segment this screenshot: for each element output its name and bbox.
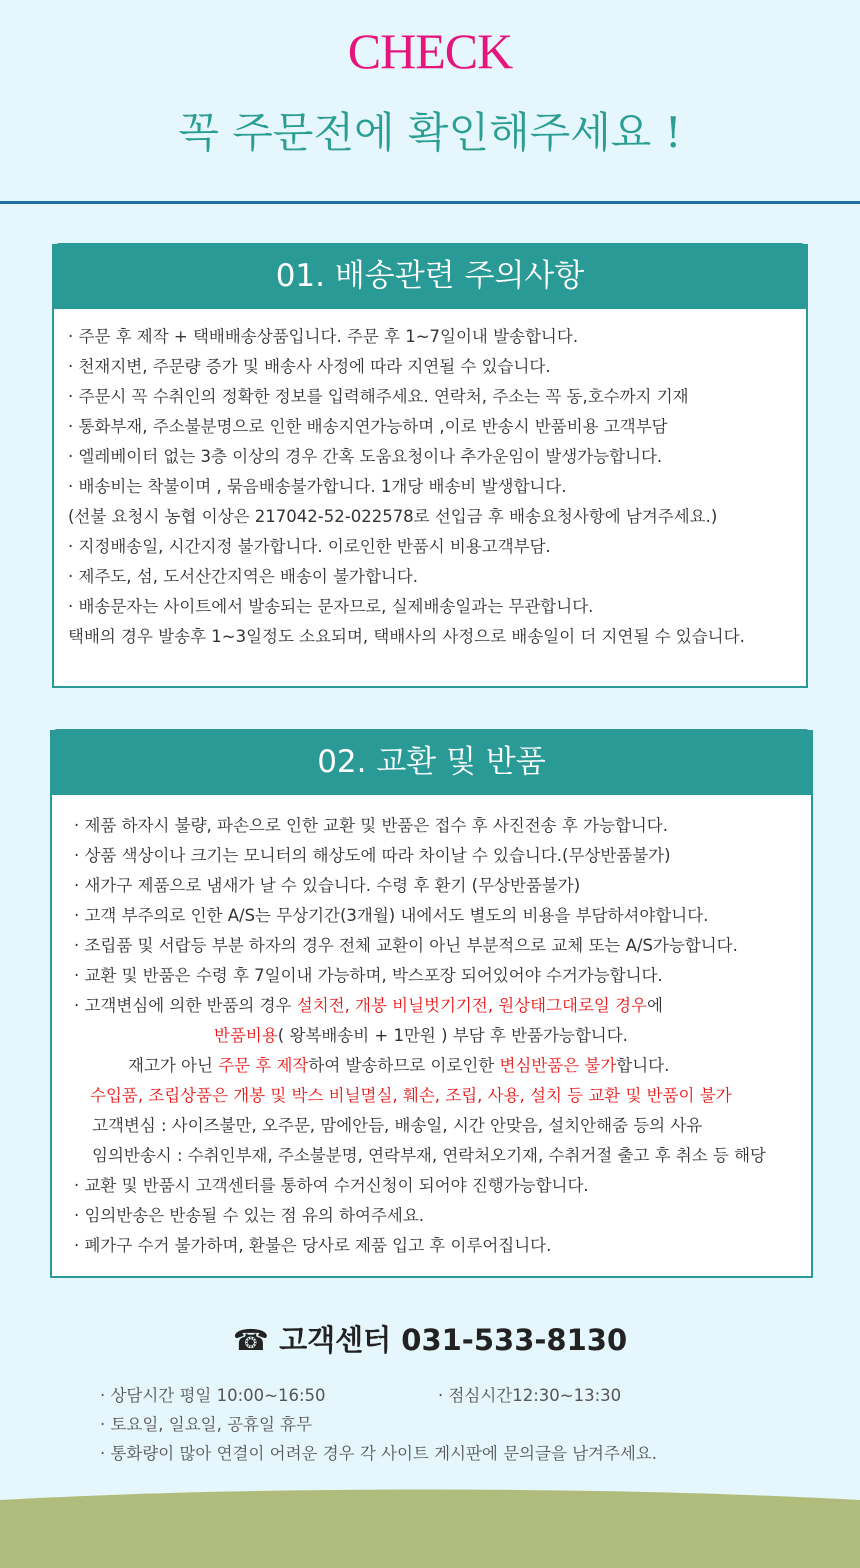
phone-icon: ☎ bbox=[232, 1323, 269, 1357]
list-item: · 교환 및 반품은 수령 후 7일이내 가능하며, 박스포장 되어있어야 수거가능합니다. bbox=[74, 966, 663, 985]
list-item: · 주문시 꼭 수취인의 정확한 정보를 입력해주세요. 연락처, 주소는 꼭 동,호수까지 기재 bbox=[68, 387, 689, 406]
list-item: · 천재지변, 주문량 증가 및 배송사 사정에 따라 지연될 수 있습니다. bbox=[68, 357, 551, 376]
list-item: · 새가구 제품으로 냄새가 날 수 있습니다. 수령 후 환기 (무상반품불가) bbox=[74, 876, 581, 895]
customer-center-title bbox=[0, 1318, 860, 1359]
list-item: · 상품 색상이나 크기는 모니터의 해상도에 따라 차이날 수 있습니다.(무상반품불가) bbox=[74, 846, 671, 865]
highlight-text: 반품비용 bbox=[214, 1026, 278, 1045]
list-item: · 폐가구 수거 불가하며, 환불은 당사로 제품 입고 후 이루어집니다. bbox=[74, 1236, 552, 1255]
check-title: CHECK bbox=[347, 23, 513, 79]
board-notice: · 통화량이 많아 연결이 어려운 경우 각 사이트 게시판에 문의글을 남겨주세요. bbox=[100, 1444, 658, 1463]
list-item: · 배송문자는 사이트에서 발송되는 문자므로, 실제배송일과는 무관합니다. bbox=[68, 597, 594, 616]
list-item: (선불 요청시 농협 이상은 217042-52-022578로 선입금 후 배송요청사항에 남겨주세요.) bbox=[68, 507, 718, 526]
contact-hours-row bbox=[100, 1381, 657, 1410]
header-divider bbox=[0, 201, 860, 204]
header bbox=[0, 0, 860, 202]
list-item: · 고객 부주의로 인한 A/S는 무상기간(3개월) 내에서도 별도의 비용을 부담하셔야합니다. bbox=[74, 906, 709, 925]
list-item: · 조립품 및 서랍등 부분 하자의 경우 전체 교환이 아닌 부분적으로 교체 또는 A/S가능합니다. bbox=[74, 936, 738, 955]
ground-shape bbox=[0, 1490, 860, 1568]
list-item: · 주문 후 제작 + 택배배송상품입니다. 주문 후 1~7일이내 발송합니다. bbox=[68, 327, 579, 346]
highlight-text: 설치전, 개봉 비닐벗기기전, 원상태그대로일 경우 bbox=[296, 996, 647, 1015]
list-item: · 제품 하자시 불량, 파손으로 인한 교환 및 반품은 접수 후 사진전송 후 가능합니다. bbox=[74, 816, 668, 835]
shipping-notice-heading bbox=[52, 243, 808, 309]
customer-center-info bbox=[100, 1381, 657, 1468]
highlight-text: 변심반품은 불가 bbox=[499, 1056, 617, 1075]
list-item: · 고객변심에 의한 반품의 경우 설치전, 개봉 비닐벗기기전, 원상태그대로일 경우에 bbox=[74, 996, 663, 1015]
list-item: · 지정배송일, 시간지정 불가합니다. 이로인한 반품시 비용고객부담. bbox=[68, 537, 551, 556]
exchange-return-list bbox=[74, 811, 766, 1261]
page-subtitle: 꼭 주문전에 확인해주세요 ! bbox=[178, 108, 682, 157]
list-item: 임의반송시 : 수취인부재, 주소불분명, 연락부재, 연락처오기재, 수취거절 출고 후 취소 등 해당 bbox=[92, 1146, 766, 1165]
exchange-return-heading bbox=[50, 729, 813, 795]
list-item: 재고가 아닌 주문 후 제작하여 발송하므로 이로인한 변심반품은 불가합니다. bbox=[128, 1056, 670, 1075]
holiday-notice: · 토요일, 일요일, 공휴일 휴무 bbox=[100, 1415, 313, 1434]
list-item: · 배송비는 착불이며 , 묶음배송불가합니다. 1개당 배송비 발생합니다. bbox=[68, 477, 567, 496]
exchange-return-heading-text: 02. 교환 및 반품 bbox=[317, 744, 546, 780]
list-item: 반품비용( 왕복배송비 + 1만원 ) 부담 후 반품가능합니다. bbox=[214, 1026, 628, 1045]
shipping-notice-list bbox=[68, 322, 745, 652]
list-item: · 임의반송은 반송될 수 있는 점 유의 하여주세요. bbox=[74, 1206, 425, 1225]
list-item: 고객변심 : 사이즈불만, 오주문, 맘에안듬, 배송일, 시간 안맞음, 설치안해줌 등의 사유 bbox=[92, 1116, 703, 1135]
list-item: · 제주도, 섬, 도서산간지역은 배송이 불가합니다. bbox=[68, 567, 419, 586]
customer-center-number: 고객센터 031-533-8130 bbox=[279, 1323, 628, 1357]
consult-hours: · 상담시간 평일 10:00~16:50 bbox=[100, 1386, 326, 1405]
list-item: 수입품, 조립상품은 개봉 및 박스 비닐멸실, 훼손, 조립, 사용, 설치 등 교환 및 반품이 불가 bbox=[90, 1086, 732, 1105]
list-item: 택배의 경우 발송후 1~3일정도 소요되며, 택배사의 사정으로 배송일이 더 지연될 수 있습니다. bbox=[68, 627, 745, 646]
list-item: · 통화부재, 주소불분명으로 인한 배송지연가능하며 ,이로 반송시 반품비용 고객부담 bbox=[68, 417, 668, 436]
highlight-text: 주문 후 제작 bbox=[218, 1056, 309, 1075]
ground-decoration bbox=[0, 1478, 860, 1568]
list-item: · 교환 및 반품시 고객센터를 통하여 수거신청이 되어야 진행가능합니다. bbox=[74, 1176, 589, 1195]
list-item: · 엘레베이터 없는 3층 이상의 경우 간혹 도움요청이나 추가운임이 발생가능합니다. bbox=[68, 447, 663, 466]
shipping-notice-heading-text: 01. 배송관련 주의사항 bbox=[275, 258, 585, 294]
lunch-hours: · 점심시간12:30~13:30 bbox=[438, 1386, 622, 1405]
